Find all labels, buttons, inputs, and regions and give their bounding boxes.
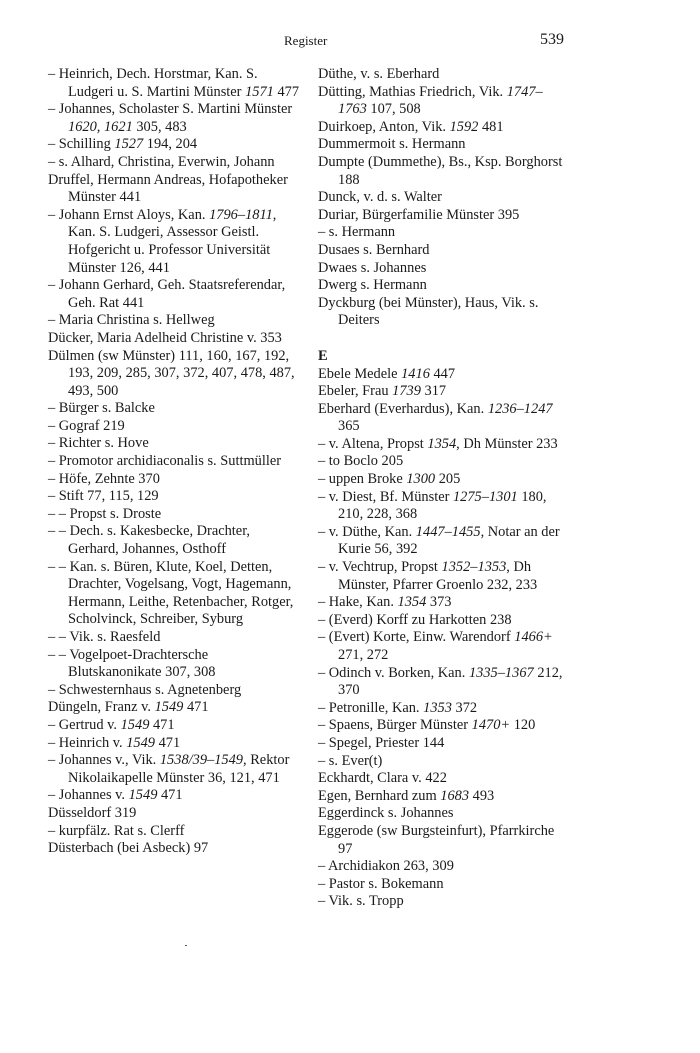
index-entry: – Bürger s. Balcke bbox=[48, 400, 155, 417]
index-entry: – Johann Ernst Aloys, Kan. 1796–1811, Kan. S. Ludgeri, Assessor Geistl. Hofgericht u. Professor Universität Münster 126, 441 bbox=[48, 206, 277, 276]
index-entry: – Höfe, Zehnte 370 bbox=[48, 470, 160, 487]
index-entry: Eggerode (sw Burgsteinfurt), Pfarrkirche 97 bbox=[318, 822, 555, 857]
index-entry: Düsseldorf 319 bbox=[48, 804, 137, 821]
index-entry: Dwaes s. Johannes bbox=[318, 259, 427, 276]
index-entry: – – Propst s. Droste bbox=[48, 505, 162, 522]
index-entry: – kurpfälz. Rat s. Clerff bbox=[48, 822, 185, 839]
index-entry: Duriar, Bürgerfamilie Münster 395 bbox=[318, 206, 520, 223]
index-entry: Dütting, Mathias Friedrich, Vik. 1747–1763 107, 508 bbox=[318, 83, 543, 118]
section-letter-heading: E bbox=[318, 347, 328, 364]
index-entry: Dücker, Maria Adelheid Christine v. 353 bbox=[48, 329, 282, 346]
index-entry: – Spegel, Priester 144 bbox=[318, 734, 445, 751]
index-entry: – Richter s. Hove bbox=[48, 435, 149, 452]
index-entry: – Odinch v. Borken, Kan. 1335–1367 212, 370 bbox=[318, 664, 563, 699]
index-entry: – s. Hermann bbox=[318, 224, 396, 241]
index-entry: – Stift 77, 115, 129 bbox=[48, 488, 159, 505]
index-entry: – – Vogelpoet-Drachtersche Blutskanonikate 307, 308 bbox=[48, 646, 216, 681]
index-entry: – Johannes, Scholaster S. Martini Münster 1620, 1621 305, 483 bbox=[48, 101, 293, 135]
index-entry: – Heinrich, Dech. Horstmar, Kan. S. Ludgeri u. S. Martini Münster 1571 477 bbox=[48, 66, 300, 100]
right-column-bottom-entries bbox=[318, 366, 568, 911]
index-entry: Eberhard (Everhardus), Kan. 1236–1247 365 bbox=[318, 400, 553, 435]
right-column-top-entries bbox=[318, 66, 568, 330]
index-entry: Dwerg s. Hermann bbox=[318, 277, 427, 294]
index-entry: Dyckburg (bei Münster), Haus, Vik. s. Deiters bbox=[318, 294, 539, 329]
index-entry: – s. Alhard, Christina, Everwin, Johann bbox=[48, 153, 275, 170]
index-entry: Dunck, v. d. s. Walter bbox=[318, 189, 442, 206]
index-entry: – Schwesternhaus s. Agnetenberg bbox=[48, 681, 242, 698]
right-column bbox=[318, 66, 568, 911]
stray-mark bbox=[185, 945, 187, 946]
index-entry: Eckhardt, Clara v. 422 bbox=[318, 770, 447, 787]
index-entry: Düsterbach (bei Asbeck) 97 bbox=[48, 840, 209, 857]
index-entry: Dusaes s. Bernhard bbox=[318, 241, 430, 258]
index-entry: – v. Diest, Bf. Münster 1275–1301 180, 210, 228, 368 bbox=[318, 488, 547, 523]
index-entry: – Vik. s. Tropp bbox=[318, 893, 404, 910]
index-entry: – (Evert) Korte, Einw. Warendorf 1466+ 271, 272 bbox=[318, 629, 553, 663]
index-entry: Ebele Medele 1416 447 bbox=[318, 365, 456, 382]
index-entry: – Petronille, Kan. 1353 372 bbox=[318, 699, 478, 716]
index-entry: – Schilling 1527 194, 204 bbox=[48, 136, 198, 153]
index-entry: – v. Altena, Propst 1354, Dh Münster 233 bbox=[318, 435, 558, 452]
index-entry: – Archidiakon 263, 309 bbox=[318, 858, 454, 875]
index-entry: – Heinrich v. 1549 471 bbox=[48, 734, 181, 751]
index-entry: – (Everd) Korff zu Harkotten 238 bbox=[318, 611, 512, 628]
index-entry: – – Vik. s. Raesfeld bbox=[48, 629, 161, 645]
index-entry: Eggerdinck s. Johannes bbox=[318, 805, 454, 822]
index-entry: – – Kan. s. Büren, Klute, Koel, Detten, Drachter, Vogelsang, Vogt, Hagemann, Hermann, Leithe, Retenbacher, Rotger, Scholvinck, Schreiber, Syburg bbox=[48, 558, 294, 628]
index-entry: Düthe, v. s. Eberhard bbox=[318, 66, 440, 82]
index-entry: – Johannes v. 1549 471 bbox=[48, 787, 183, 804]
index-entry: – uppen Broke 1300 205 bbox=[318, 471, 461, 488]
index-entry: – to Boclo 205 bbox=[318, 453, 404, 470]
index-entry: – s. Ever(t) bbox=[318, 752, 383, 769]
index-entry: – Gertrud v. 1549 471 bbox=[48, 716, 175, 733]
left-column bbox=[48, 66, 304, 858]
page-number: 539 bbox=[540, 31, 564, 48]
index-entry: – Hake, Kan. 1354 373 bbox=[318, 594, 452, 611]
index-entry: – v. Vechtrup, Propst 1352–1353, Dh Münster, Pfarrer Groenlo 232, 233 bbox=[318, 559, 538, 593]
index-entry: – Maria Christina s. Hellweg bbox=[48, 312, 215, 329]
index-entry: – v. Düthe, Kan. 1447–1455, Notar an der Kurie 56, 392 bbox=[318, 523, 560, 558]
index-entry: – Pastor s. Bokemann bbox=[318, 875, 444, 892]
index-entry: Dummermoit s. Hermann bbox=[318, 136, 466, 153]
index-entry: Dülmen (sw Münster) 111, 160, 167, 192, 193, 209, 285, 307, 372, 407, 478, 487, 493, 500 bbox=[48, 347, 295, 399]
index-entry: – Spaens, Bürger Münster 1470+ 120 bbox=[318, 717, 536, 734]
index-entry: Duirkoep, Anton, Vik. 1592 481 bbox=[318, 118, 504, 135]
running-head: Register bbox=[284, 33, 328, 48]
index-entry: – Johannes v., Vik. 1538/39–1549, Rektor Nikolaikapelle Münster 36, 121, 471 bbox=[48, 752, 290, 786]
index-entry: – Gograf 219 bbox=[48, 417, 125, 434]
index-entry: Düngeln, Franz v. 1549 471 bbox=[48, 699, 209, 716]
index-entry: Egen, Bernhard zum 1683 493 bbox=[318, 787, 495, 804]
index-entry: Druffel, Hermann Andreas, Hofapotheker Münster 441 bbox=[48, 171, 288, 206]
index-entry: – – Dech. s. Kakesbecke, Drachter, Gerhard, Johannes, Osthoff bbox=[48, 523, 251, 558]
index-entry: Ebeler, Frau 1739 317 bbox=[318, 383, 447, 400]
index-entry: – Johann Gerhard, Geh. Staatsreferendar, Geh. Rat 441 bbox=[48, 277, 286, 311]
index-entry: – Promotor archidiaconalis s. Suttmüller bbox=[48, 453, 282, 470]
index-entry: Dumpte (Dummethe), Bs., Ksp. Borghorst 188 bbox=[318, 153, 563, 188]
